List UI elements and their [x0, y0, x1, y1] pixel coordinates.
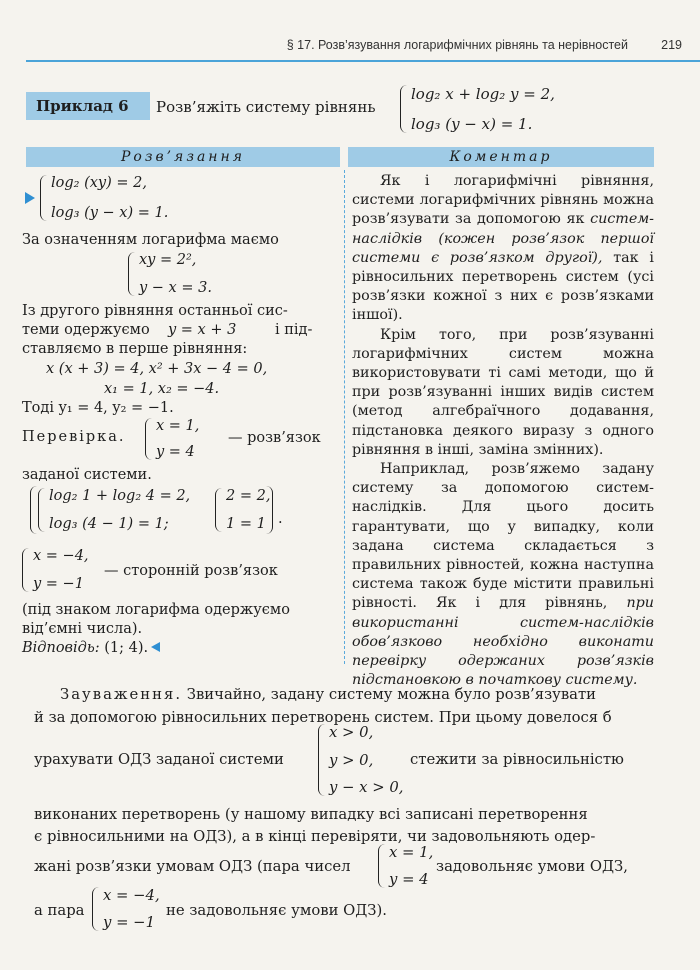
running-header: § 17. Розв’язування логарифмічних рівнянь та нерівностей — [286, 38, 628, 52]
commentary-heading: Коментар — [348, 147, 654, 167]
then-values: Тоді y₁ = 4, y₂ = −1. — [22, 400, 174, 416]
note-line-3b: стежити за рівносильністю — [410, 751, 624, 768]
solution-para-3: ставляємо в перше рівняння: — [22, 341, 248, 357]
note-line-2: й за допомогою рівносильних перетворень систем. При цьому довелося б — [34, 709, 612, 726]
header-rule — [26, 60, 700, 62]
line-definition: За означенням логарифма маємо — [22, 232, 279, 248]
task-system: log₂ x + log₂ y = 2, log₃ (y − x) = 1. — [400, 85, 555, 133]
answer-value: (1; 4). — [104, 640, 149, 656]
page-number: 219 — [661, 38, 682, 52]
verify-paren-open — [30, 486, 37, 534]
note-label: Зауваження. — [60, 686, 183, 703]
odz-pair-1: x = 1, y = 4 — [378, 844, 433, 888]
check-text: — розв’язок — [228, 430, 321, 446]
solution-para-2b: y = x + 3 — [168, 322, 237, 338]
equation-2: x₁ = 1, x₂ = −4. — [104, 381, 220, 397]
solution-system-1: log₂ (xy) = 2, log₃ (y − x) = 1. — [40, 175, 168, 221]
note-line-7b: не задовольняє умови ОДЗ). — [166, 902, 387, 919]
note-line-1: Зауваження. Звичайно, задану систему можна було розв’язувати — [60, 686, 597, 703]
solution-heading: Розв’язання — [26, 147, 340, 167]
play-icon — [25, 192, 35, 204]
example-label: Приклад 6 — [36, 97, 129, 115]
verify-dot: . — [278, 511, 283, 527]
note-line-7a: а пара — [34, 902, 85, 919]
end-of-solution-icon — [151, 642, 160, 652]
answer-line — [22, 639, 160, 658]
commentary-text: Як і логарифмічні рівняння, системи логарифмічних рівнянь можна розв’язувати за допомогою як систем-наслідків (кожен розв’язок першої системи є розв’язком другої), так і рівносильних перетворень систем (усі розв’язки кожної з них є розв’язками іншої). Крім того, при розв’язуванні логарифмічних систем можна використовувати ті самі методи, що й при розв’язуванні інших видів систем (метод алгебраїчного додавання, підстановка деякого виразу з одного рівняння в інші, заміна змінних). Наприклад, розв’яжемо задану систему за допомогою систем-наслідків. Для цього досить гарантувати, що у випадку, коли задана система складається з правильних рівностей, кожна наступна система також буде містити правильні рівності. Як і для рівнянь, при використанні систем-наслідків обов’язково необхідно виконати перевірку одержаних розв’язків підстановкою в початкову систему. — [352, 173, 655, 689]
note-line-6b: задовольняє умови ОДЗ, — [436, 858, 628, 875]
equation-1: x (x + 3) = 4, x² + 3x − 4 = 0, — [46, 361, 268, 377]
solution-para-1: Із другого рівняння останньої сис- — [22, 303, 288, 319]
solution-system-2: xy = 2², y − x = 3. — [128, 252, 212, 296]
verify-paren-close — [266, 486, 273, 534]
answer-label: Відповідь: — [22, 640, 100, 656]
verify-system-left: log₂ 1 + log₂ 4 = 2, log₃ (4 − 1) = 1; — [38, 488, 190, 532]
solution-para-2c: і під- — [275, 322, 313, 338]
example-task: Розв’яжіть систему рівнянь — [156, 98, 376, 116]
reason-line-2: від’ємні числа). — [22, 621, 143, 637]
note-line-6a: жані розв’язки умовам ОДЗ (пара чисел — [34, 858, 351, 875]
note-line-5: є рівносильними на ОДЗ), а в кінці перевіряти, чи задовольняють одер- — [34, 828, 596, 845]
odz-system: x > 0, y > 0, y − x > 0, — [318, 724, 403, 796]
solution-para-2a: теми одержуємо — [22, 322, 150, 338]
note-line-4: виконаних перетворень (у нашому випадку всі записані перетворення — [34, 806, 588, 823]
extraneous-text: — сторонній розв’язок — [104, 563, 278, 579]
verify-system-right: 2 = 2, 1 = 1 — [215, 488, 270, 532]
extraneous-system: x = −4, y = −1 — [22, 548, 89, 592]
check-label: Перевірка. — [22, 429, 126, 445]
column-divider — [344, 170, 345, 664]
given-system-text: заданої системи. — [22, 467, 152, 483]
note-line-3a: урахувати ОДЗ заданої системи — [34, 751, 284, 768]
reason-line-1: (під знаком логарифма одержуємо — [22, 602, 290, 618]
odz-pair-2: x = −4, y = −1 — [92, 887, 160, 931]
check-system: x = 1, y = 4 — [145, 418, 199, 460]
